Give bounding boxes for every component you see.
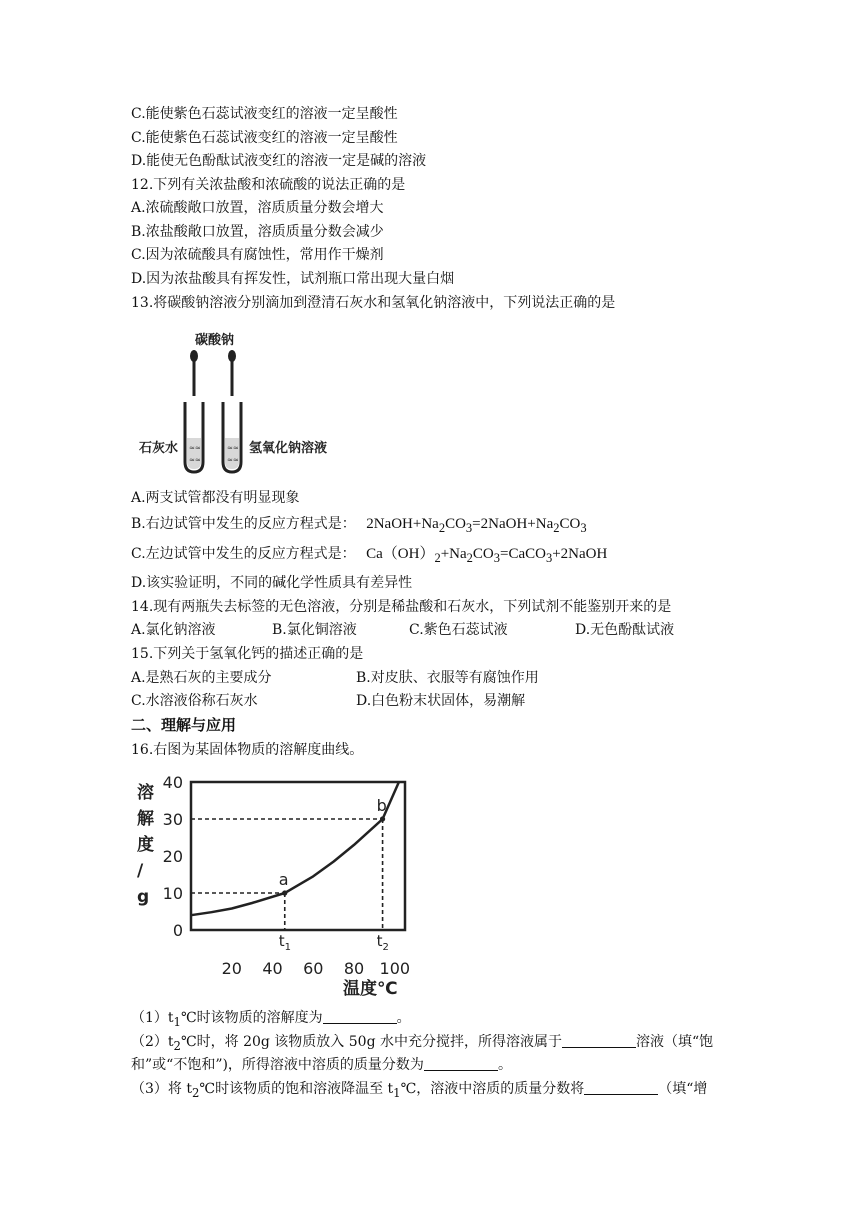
q12-option-d: D.因为浓盐酸具有挥发性，试剂瓶口常出现大量白烟 [131, 271, 455, 287]
solubility-curve [191, 782, 399, 915]
svg-text:≈≈: ≈≈ [189, 456, 201, 464]
point-tick-label: $t_1$ [278, 932, 292, 953]
q11-option-c-1: C.能使紫色石蕊试液变红的溶液一定呈酸性 [131, 106, 398, 122]
answer-blank-4[interactable] [584, 1080, 658, 1095]
y-tick-label: 10 [162, 884, 183, 903]
point-label: a [278, 870, 289, 889]
section-heading: 二、理解与应用 [131, 716, 237, 734]
answer-blank-1[interactable] [323, 1009, 397, 1024]
q14-option-d: D.无色酚酞试液 [575, 622, 675, 638]
right-test-tube-icon [223, 402, 241, 472]
q13-option-d: D.该实验证明，不同的碱化学性质具有差异性 [131, 575, 413, 591]
q15-option-c: C.水溶液俗称石灰水 [131, 693, 258, 709]
q16-part-2: $(2)t_2℃$时，将 20g 该物质放入 50g 水中充分搅拌，所得溶液属于 溶液（填“饱 [131, 1034, 714, 1053]
q13-stem: 13.将碳酸钠溶液分别滴加到澄清石灰水和氢氧化钠溶液中，下列说法正确的是 [131, 295, 616, 311]
y-axis-label-char: / [137, 861, 144, 881]
x-tick-label: 80 [343, 959, 365, 978]
left-dropper-icon [190, 350, 198, 396]
x-tick-label: 60 [303, 959, 324, 978]
y-tick-label: 30 [162, 810, 183, 829]
y-axis-label-char: 度 [137, 835, 154, 855]
y-axis-label-char: 解 [137, 809, 154, 829]
q13-option-b-text: B.右边试管中发生的反应方程式是： [131, 516, 356, 532]
x-tick-label: 100 [379, 959, 411, 978]
svg-text:≈≈: ≈≈ [227, 444, 239, 452]
q14-option-c: C.紫色石蕊试液 [409, 622, 508, 638]
q14-option-b: B.氯化铜溶液 [272, 622, 357, 638]
q12-option-a: A.浓硫酸敞口放置，溶质质量分数会增大 [131, 200, 384, 216]
x-tick-label: 20 [221, 959, 242, 978]
y-axis-label [137, 782, 155, 907]
q13-option-c [131, 544, 607, 568]
dropper-label: 碳酸钠 [195, 333, 235, 348]
right-dropper-icon [228, 350, 236, 396]
left-tube-label: 石灰水 [139, 441, 179, 456]
y-axis-label-char: g [137, 887, 150, 907]
x-axis-label: 温度℃ [343, 979, 398, 999]
y-tick-label: 20 [162, 847, 183, 866]
x-tick-label: 40 [262, 959, 283, 978]
q16-part-2-cont: 和”或“不饱和”)，所得溶液中溶质的质量分数为 。 [131, 1057, 512, 1073]
y-tick-label: 40 [162, 773, 183, 792]
y-tick-label: 0 [172, 921, 183, 940]
q12-option-b: B.浓盐酸敞口放置，溶质质量分数会减少 [131, 224, 384, 240]
q16-stem: 16.右图为某固体物质的溶解度曲线。 [131, 742, 364, 758]
q15-stem: 15.下列关于氢氧化钙的描述正确的是 [131, 646, 364, 662]
q14-option-a: A.氯化钠溶液 [131, 622, 216, 638]
q15-option-d: D.白色粉末状固体，易潮解 [356, 693, 526, 709]
q14-stem: 14.现有两瓶失去标签的无色溶液，分别是稀盐酸和石灰水，下列试剂不能鉴别开来的是 [131, 599, 672, 615]
q13-option-b [131, 514, 587, 538]
left-test-tube-icon [185, 402, 203, 472]
test-tube-figure [131, 326, 351, 482]
q16-part-3: （3）将 $t_2℃$时该物质的饱和溶液降温至 $t_1℃$，溶液中溶质的质量分数将 （填“增 [131, 1081, 708, 1100]
plot-frame [191, 782, 405, 930]
q12-option-c: C.因为浓硫酸具有腐蚀性，常用作干燥剂 [131, 247, 384, 263]
svg-text:≈≈: ≈≈ [189, 444, 201, 452]
answer-blank-2[interactable] [562, 1033, 636, 1048]
answer-blank-3[interactable] [424, 1056, 498, 1071]
y-axis-label-char: 溶 [137, 783, 154, 803]
q12-stem: 12.下列有关浓盐酸和浓硫酸的说法正确的是 [131, 177, 406, 193]
q15-option-b: B.对皮肤、衣服等有腐蚀作用 [356, 670, 539, 686]
q15-option-a: A.是熟石灰的主要成分 [131, 670, 272, 686]
q13-option-b-equation: $2NaOH+Na_2CO_3=2NaOH+Na_2CO_3$ [366, 516, 587, 535]
point-tick-label: $t_2$ [376, 932, 389, 953]
q13-option-a: A.两支试管都没有明显现象 [131, 490, 300, 506]
right-tube-label: 氢氧化钠溶液 [249, 441, 328, 456]
point-label: b [376, 796, 387, 815]
svg-text:≈≈: ≈≈ [227, 456, 239, 464]
q13-option-c-text: C.左边试管中发生的反应方程式是： [131, 546, 356, 562]
q16-part-1: $(1)t_1℃$时该物质的溶解度为 。 [131, 1010, 411, 1029]
q11-option-c-2: C.能使紫色石蕊试液变红的溶液一定呈酸性 [131, 130, 398, 146]
solubility-chart [131, 768, 431, 1004]
q11-option-d: D.能使无色酚酞试液变红的溶液一定是碱的溶液 [131, 153, 427, 169]
q13-option-c-equation: $Ca(OH)_2+Na_2CO_3=CaCO_3+2NaOH$ [366, 546, 608, 565]
